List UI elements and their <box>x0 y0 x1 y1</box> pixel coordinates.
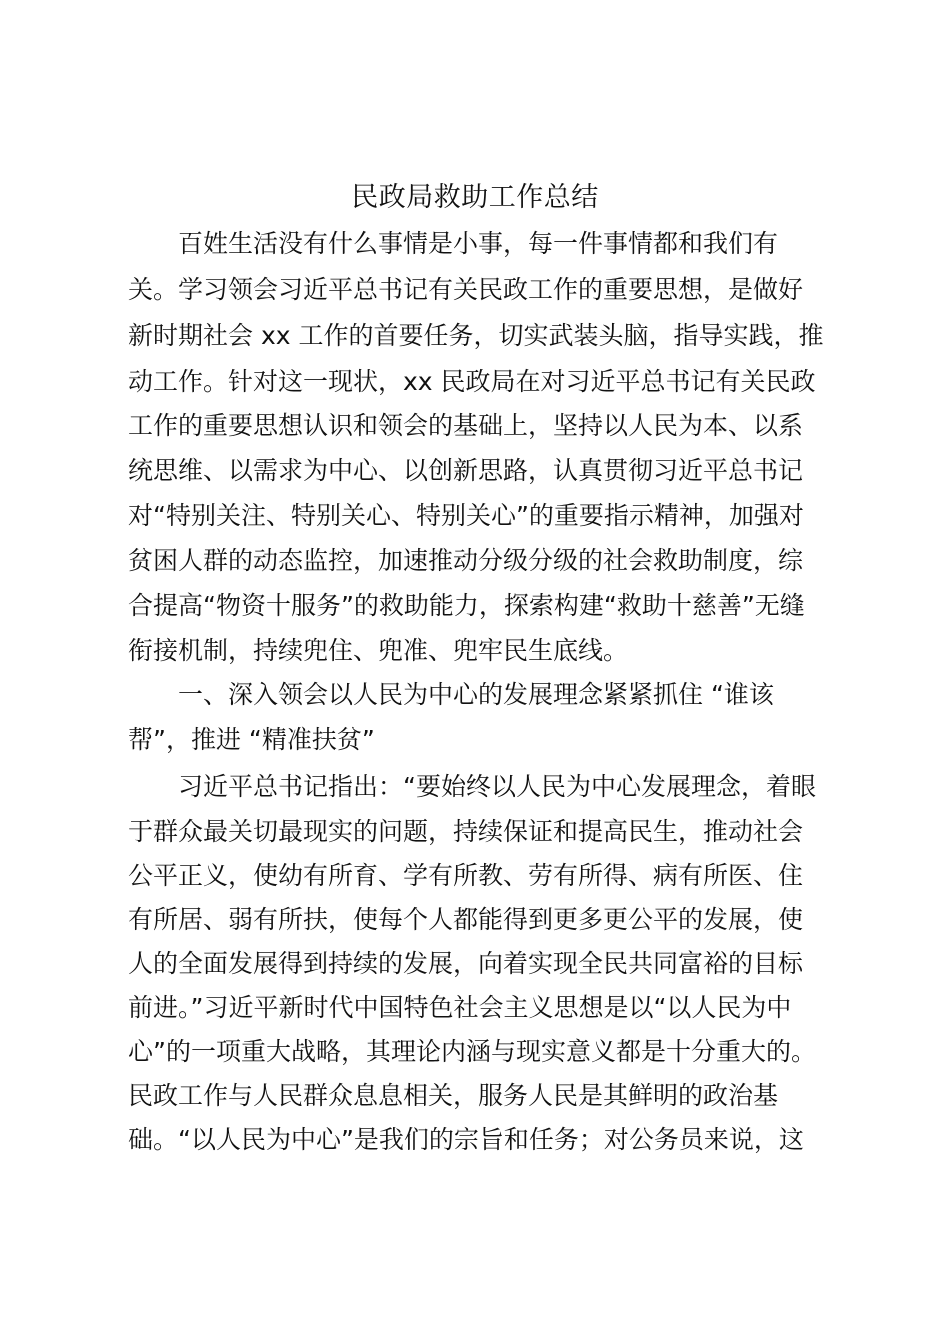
paragraph-line: 前进。”习近平新时代中国特色社会主义思想是以“以人民为中 <box>128 993 792 1022</box>
paragraph-line: 工作的重要思想认识和领会的基础上，坚持以人民为本、以系 <box>128 411 804 440</box>
document-title: 民政局救助工作总结 <box>351 182 599 213</box>
paragraph-line: 公平正义，使幼有所育、学有所教、劳有所得、病有所医、住 <box>128 861 804 890</box>
paragraph-line: 于群众最关切最现实的问题，持续保证和提高民生，推动社会 <box>128 817 804 846</box>
section-heading-line: 一、深入领会以人民为中心的发展理念紧紧抓住 “谁该 <box>178 680 774 709</box>
paragraph-line: 习近平总书记指出：“要始终以人民为中心发展理念，着眼 <box>178 772 816 801</box>
paragraph-line: 有所居、弱有所扶，使每个人都能得到更多更公平的发展，使 <box>128 905 804 934</box>
paragraph-line: 统思维、以需求为中心、以创新思路，认真贯彻习近平总书记 <box>128 456 804 485</box>
paragraph-line: 新时期社会 xx 工作的首要任务，切实武装头脑，指导实践，推 <box>128 321 824 350</box>
paragraph-line: 百姓生活没有什么事情是小事，每一件事情都和我们有 <box>178 229 779 258</box>
paragraph-line: 人的全面发展得到持续的发展，向着实现全民共同富裕的目标 <box>128 949 804 978</box>
paragraph-line: 衔接机制，持续兜住、兜准、兜牢民生底线。 <box>128 636 629 665</box>
paragraph-line: 贫困人群的动态监控，加速推动分级分级的社会救助制度，综 <box>128 546 804 575</box>
paragraph-line: 关。学习领会习近平总书记有关民政工作的重要思想，是做好 <box>128 275 804 304</box>
paragraph-line: 民政工作与人民群众息息相关，服务人民是其鲜明的政治基 <box>128 1081 779 1110</box>
section-heading-line: 帮”，推进 “精准扶贫” <box>128 725 375 754</box>
paragraph-line: 心”的一项重大战略，其理论内涵与现实意义都是十分重大的。 <box>128 1037 816 1066</box>
paragraph-line: 动工作。针对这一现状，xx 民政局在对习近平总书记有关民政 <box>128 367 816 396</box>
paragraph-line: 对“特别关注、特别关心、特别关心”的重要指示精神，加强对 <box>128 501 804 530</box>
paragraph-line: 合提高“物资十服务”的救助能力，探索构建“救助十慈善”无缝 <box>128 591 805 620</box>
paragraph-line: 础。“以人民为中心”是我们的宗旨和任务；对公务员来说，这 <box>128 1125 804 1154</box>
